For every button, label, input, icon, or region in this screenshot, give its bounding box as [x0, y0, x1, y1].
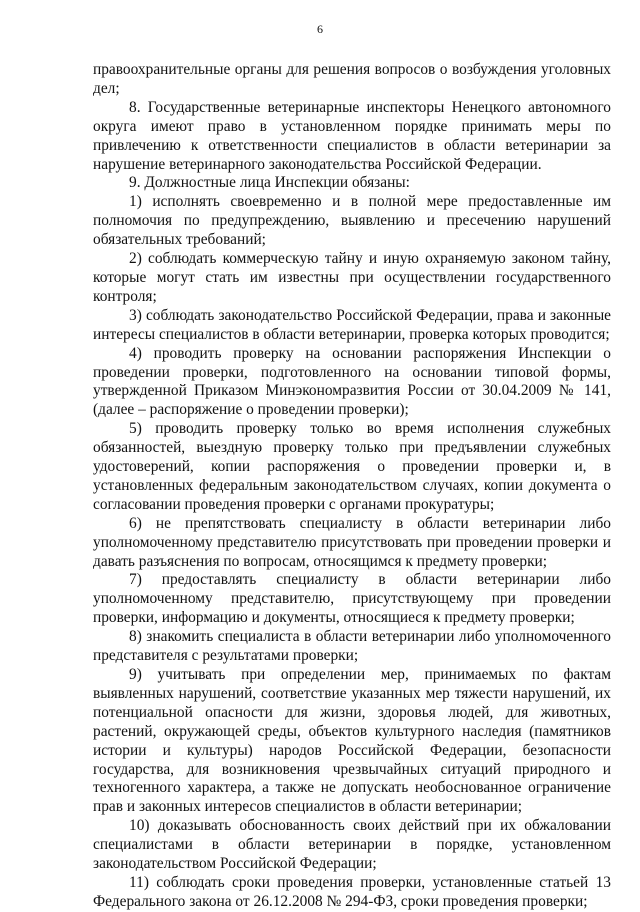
paragraph: правоохранительные органы для решения вопросов о возбуждения уголовных дел;: [93, 61, 611, 97]
paragraph: 8) знакомить специалиста в области ветеринарии либо уполномоченного представителя с результатами проверки;: [93, 628, 611, 665]
paragraph: 2) соблюдать коммерческую тайну и иную охраняемую законом тайну, которые могут стать им известны при осуществлении государственного контроля;: [93, 250, 611, 305]
paragraph: 1) исполнять своевременно и в полной мере предоставленные им полномочия по предупреждению, выявлению и пресечению нарушений обязательных требований;: [93, 193, 611, 249]
paragraph: 11) соблюдать сроки проведения проверки, установленные статьей 13 Федерального закона от 26.12.2008 № 294-ФЗ, сроки проведения проверки;: [93, 873, 611, 910]
paragraph: 10) доказывать обоснованность своих действий при их обжаловании специалистами в области ветеринарии в порядке, установленном законодательством Российской Федерации;: [93, 817, 611, 873]
paragraph: 5) проводить проверку только во время исполнения служебных обязанностей, выездную проверку только при предъявлении служебных удостоверений, копии распоряжения о проведении проверки и, в установленных федеральным законодательством случаях, копии документа о согласовании проведения проверки с органами прокуратуры;: [93, 420, 611, 513]
document-body: [93, 61, 611, 912]
paragraph: 9. Должностные лица Инспекции обязаны:: [129, 174, 410, 192]
paragraph: 9) учитывать при определении мер, принимаемых по фактам выявленных нарушений, соответствие указанных мер тяжести нарушений, их потенциальной опасности для жизни, здоровья людей, для животных, растений, окружающей среды, объектов культурного наследия (памятников истории и культуры) народов Российской Федерации, безопасности государства, для возникновения чрезвычайных ситуаций природного и техногенного характера, а также не допускать необоснованное ограничение прав и законных интересов специалистов в области ветеринарии;: [93, 666, 611, 816]
paragraph: 7) предоставлять специалисту в области ветеринарии либо уполномоченному представителю, присутствующему при проведении проверки, информацию и документы, относящиеся к предмету проверки;: [93, 571, 611, 627]
page-number: 6: [317, 22, 323, 36]
paragraph: 6) не препятствовать специалисту в области ветеринарии либо уполномоченному представителю присутствовать при проведении проверки и давать разъяснения по вопросам, относящимся к предмету проверки;: [93, 514, 611, 570]
paragraph: 8. Государственные ветеринарные инспекторы Ненецкого автономного округа имеют право в установленном порядке принимать меры по привлечению к ответственности специалистов в области ветеринарии за нарушение ветеринарного законодательства Российской Федерации.: [93, 98, 611, 173]
paragraph: 4) проводить проверку на основании распоряжения Инспекции о проведении проверки, подготовленного на основании типовой формы, утвержденной Приказом Минэкономразвития России от 30.04.2009 № 141, (далее – распоряжение о проведении проверки);: [93, 344, 611, 419]
paragraph: 3) соблюдать законодательство Российской Федерации, права и законные интересы специалистов в области ветеринарии, проверка которых проводится;: [93, 306, 611, 343]
